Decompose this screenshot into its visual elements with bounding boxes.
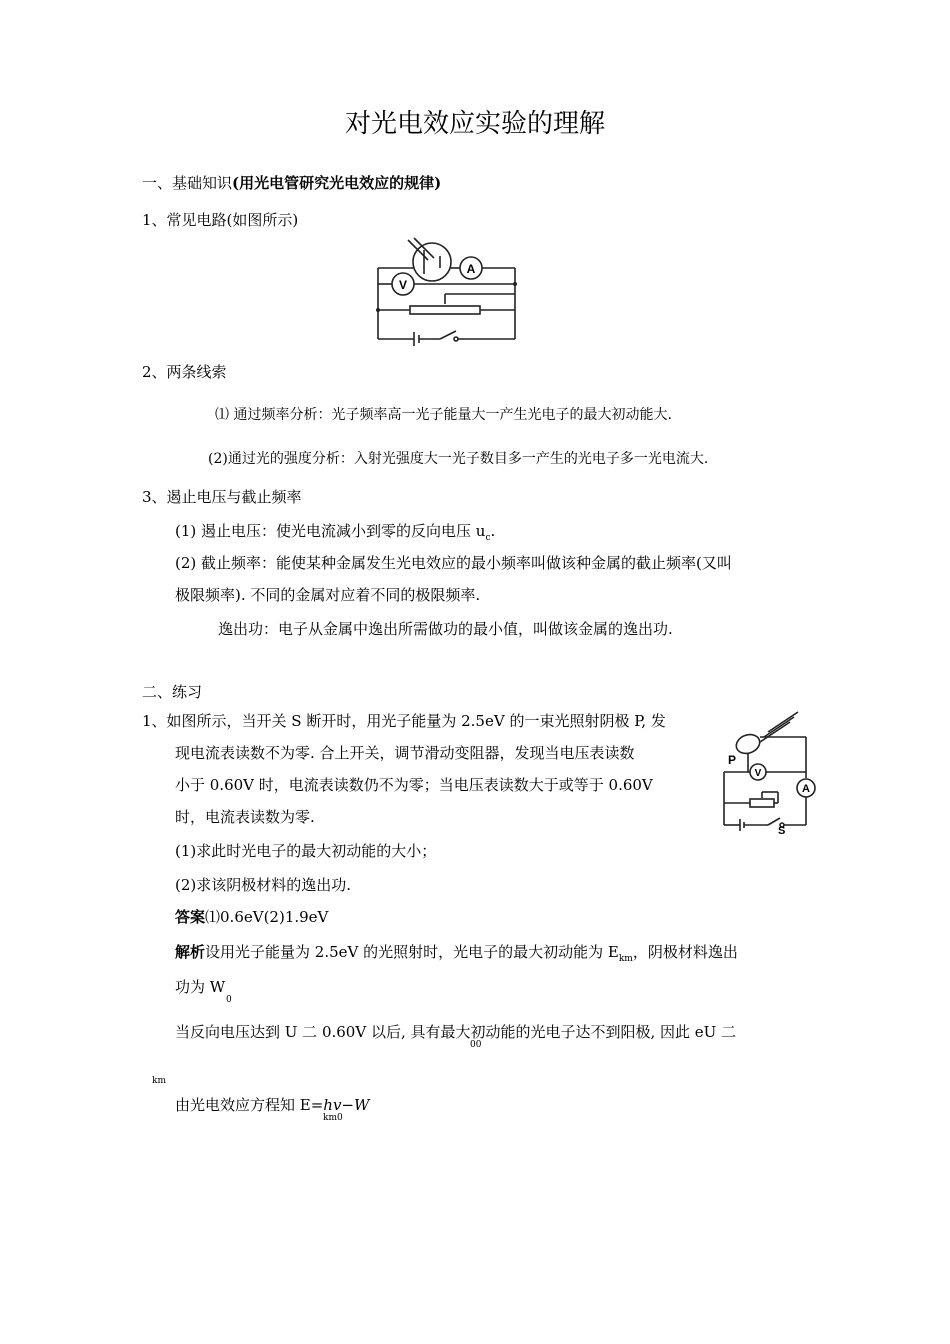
item1-label: 1、常见电路(如图所示): [142, 211, 299, 229]
circuit-diagram-2: [718, 712, 823, 837]
answer: [175, 906, 328, 927]
q1-part2: (2)求该阴极材料的逸出功.: [175, 876, 352, 894]
analysis-line2-sub: 0: [226, 995, 232, 1005]
analysis-line1-text: 设用光子能量为 2.5eV 的光照射时，光电子的最大初动能为 E: [205, 943, 619, 961]
section1-heading: [142, 172, 441, 193]
item3-label: 3、遏止电压与截止频率: [142, 488, 302, 506]
clue-intensity: (2)通过光的强度分析：入射光强度大一光子数目多一产生的光电子多一光电流大.: [208, 451, 709, 467]
q1-line3: 小于 0.60V 时，电流表读数仍不为零；当电压表读数大于或等于 0.60V: [175, 776, 653, 794]
photocell-2: [734, 731, 763, 756]
q1-line2: 现电流表读数不为零. 合上开关，调节滑动变阻器，发现当电压表读数: [175, 744, 635, 762]
stop-voltage-text: (1) 遏止电压：使光电流减小到零的反向电压 u: [175, 522, 486, 540]
analysis-line1-end: ，阴极材料逸出: [632, 943, 738, 961]
cutoff-frequency-line1: (2) 截止频率：能使某种金属发生光电效应的最小频率叫做该种金属的截止频率(又叫: [175, 554, 732, 572]
clue-frequency: ⑴ 通过频率分析：光子频率高一光子能量大一产生光电子的最大初动能大.: [215, 407, 672, 423]
analysis-line4: [175, 1094, 369, 1115]
stop-voltage-def: [175, 520, 495, 543]
analysis-line4-eq: =hv−W: [310, 1096, 370, 1114]
q1-line1: 1、如图所示，当开关 S 断开时，用光子能量为 2.5eV 的一束光照射阴极 P, 发: [142, 712, 666, 730]
km-fragment: km: [152, 1076, 166, 1086]
ammeter-label: A: [466, 262, 476, 276]
section2-heading: 二、练习: [142, 683, 203, 701]
item2-label: 2、两条线索: [142, 363, 227, 381]
ammeter-label-2: A: [802, 783, 810, 795]
rheostat: [410, 306, 480, 314]
photocell: [413, 243, 451, 281]
answer-text: ⑴0.6eV(2)1.9eV: [205, 908, 329, 926]
analysis-label: 解析: [175, 943, 206, 961]
analysis-line3-sub: 00: [470, 1040, 482, 1050]
answer-label: 答案: [175, 908, 206, 926]
stop-voltage-sub: c: [485, 533, 491, 543]
voltmeter-label-2: V: [754, 768, 762, 779]
cathode-label: P: [728, 753, 737, 767]
analysis-line4-sub: km0: [323, 1113, 343, 1123]
circuit-diagram-1: [370, 236, 530, 346]
page-title: 对光电效应实验的理解: [344, 109, 605, 139]
q1-line4: 时，电流表读数为零.: [175, 808, 315, 826]
analysis-line1: [175, 941, 738, 964]
q1-part1: (1)求此时光电子的最大初动能的大小；: [175, 842, 437, 860]
analysis-line2: 功为 W: [175, 978, 226, 996]
work-function-def: 逸出功：电子从金属中逸出所需做功的最小值，叫做该金属的逸出功.: [218, 620, 673, 638]
voltmeter-label: V: [398, 278, 408, 292]
section1-heading-text: 一、基础知识: [142, 174, 233, 192]
switch-label: S: [778, 825, 786, 837]
analysis-line3: 当反向电压达到 U 二 0.60V 以后, 具有最大初动能的光电子达不到阳极, 因此 eU 二: [175, 1023, 737, 1041]
analysis-line4-text: 由光电效应方程知 E: [175, 1096, 311, 1114]
section1-heading-bold: (用光电管研究光电效应的规律): [232, 174, 442, 192]
analysis-line1-sub: km: [618, 954, 633, 964]
rheostat-2: [750, 799, 774, 807]
cutoff-frequency-line2: 极限频率). 不同的金属对应着不同的极限频率.: [175, 586, 481, 604]
stop-voltage-end: .: [490, 522, 496, 540]
